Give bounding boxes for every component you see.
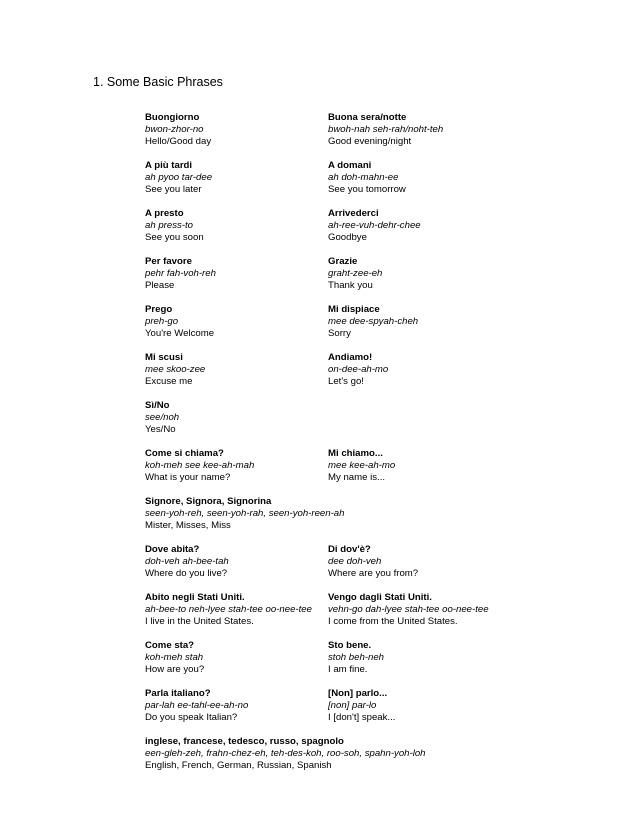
phrase-row <box>145 544 545 580</box>
phrase-row <box>145 400 545 436</box>
phrase-row <box>145 640 545 676</box>
phrase-row <box>145 304 545 340</box>
phrase-list <box>145 112 545 784</box>
italian-phrase: Andiamo! <box>328 352 373 363</box>
english-meaning: See you soon <box>145 232 204 243</box>
phrase-entry <box>145 400 328 436</box>
english-meaning: Do you speak Italian? <box>145 712 238 723</box>
pronunciation: mee skoo-zee <box>145 364 206 375</box>
pronunciation: bwon-zhor-no <box>145 124 204 135</box>
phrase-entry <box>328 208 511 244</box>
pronunciation: ah-bee-to neh-lyee stah-tee oo-nee-tee <box>145 604 312 615</box>
italian-phrase: Buona sera/notte <box>328 112 407 123</box>
phrase-entry <box>145 352 328 388</box>
phrase-entry <box>328 256 511 292</box>
phrase-row <box>145 688 545 724</box>
italian-phrase: Grazie <box>328 256 358 267</box>
english-meaning: English, French, German, Russian, Spanish <box>145 760 332 771</box>
italian-phrase: Come si chiama? <box>145 448 224 459</box>
phrase-entry <box>328 160 511 196</box>
pronunciation: pehr fah-voh-reh <box>145 268 216 279</box>
italian-phrase: A più tardi <box>145 160 193 171</box>
phrase-entry <box>328 112 511 148</box>
pronunciation: graht-zee-eh <box>328 268 383 279</box>
phrase-entry <box>145 736 545 772</box>
italian-phrase: Dove abita? <box>145 544 200 555</box>
phrase-entry <box>145 688 328 724</box>
italian-phrase: Arrivederci <box>328 208 379 219</box>
english-meaning: See you tomorrow <box>328 184 406 195</box>
phrase-entry <box>145 304 328 340</box>
english-meaning: Please <box>145 280 175 291</box>
phrase-entry <box>145 496 545 532</box>
english-meaning: Goodbye <box>328 232 367 243</box>
phrase-entry <box>328 304 511 340</box>
section-heading: 1. Some Basic Phrases <box>93 75 223 89</box>
italian-phrase: A domani <box>328 160 372 171</box>
english-meaning: Thank you <box>328 280 373 291</box>
pronunciation: doh-veh ah-bee-tah <box>145 556 229 567</box>
phrase-entry <box>145 544 328 580</box>
english-meaning: Mister, Misses, Miss <box>145 520 231 531</box>
phrase-entry <box>145 640 328 676</box>
pronunciation: ah pyoo tar-dee <box>145 172 213 183</box>
italian-phrase: Buongiorno <box>145 112 200 123</box>
phrase-entry <box>145 448 328 484</box>
phrase-entry <box>328 544 511 580</box>
english-meaning: My name is... <box>328 472 386 483</box>
phrase-row <box>145 496 545 532</box>
italian-phrase: Signore, Signora, Signorina <box>145 496 272 507</box>
italian-phrase: Mi scusi <box>145 352 183 363</box>
english-meaning: Let's go! <box>328 376 364 387</box>
english-meaning: You're Welcome <box>145 328 215 339</box>
phrase-entry <box>328 592 511 628</box>
phrase-entry <box>145 592 328 628</box>
english-meaning: Hello/Good day <box>145 136 212 147</box>
english-meaning: Sorry <box>328 328 351 339</box>
english-meaning: I am fine. <box>328 664 368 675</box>
italian-phrase: Per favore <box>145 256 192 267</box>
english-meaning: Excuse me <box>145 376 193 387</box>
phrase-row <box>145 208 545 244</box>
phrase-row <box>145 160 545 196</box>
phrase-row <box>145 256 545 292</box>
english-meaning: Where do you live? <box>145 568 228 579</box>
english-meaning: I come from the United States. <box>328 616 458 627</box>
pronunciation: seen-yoh-reh, seen-yoh-rah, seen-yoh-reen-ah <box>145 508 345 519</box>
italian-phrase: Di dov'è? <box>328 544 371 555</box>
pronunciation: [non] par-lo <box>328 700 377 711</box>
english-meaning: I live in the United States. <box>145 616 254 627</box>
pronunciation: mee kee-ah-mo <box>328 460 396 471</box>
english-meaning: How are you? <box>145 664 205 675</box>
italian-phrase: [Non] parlo... <box>328 688 388 699</box>
phrase-entry <box>145 112 328 148</box>
pronunciation: stoh beh-neh <box>328 652 385 663</box>
phrase-entry <box>328 688 511 724</box>
phrase-row <box>145 112 545 148</box>
phrase-row <box>145 352 545 388</box>
pronunciation: koh-meh stah <box>145 652 204 663</box>
pronunciation: on-dee-ah-mo <box>328 364 389 375</box>
phrase-entry <box>145 208 328 244</box>
italian-phrase: Vengo dagli Stati Uniti. <box>328 592 432 603</box>
italian-phrase: Sì/No <box>145 400 170 411</box>
pronunciation: ah doh-mahn-ee <box>328 172 399 183</box>
phrase-row <box>145 736 545 772</box>
pronunciation: vehn-go dah-lyee stah-tee oo-nee-tee <box>328 604 489 615</box>
phrase-entry <box>328 640 511 676</box>
pronunciation: bwoh-nah seh-rah/noht-teh <box>328 124 444 135</box>
italian-phrase: Sto bene. <box>328 640 372 651</box>
pronunciation: dee doh-veh <box>328 556 382 567</box>
english-meaning: See you later <box>145 184 202 195</box>
italian-phrase: Mi dispiace <box>328 304 380 315</box>
pronunciation: een-gleh-zeh, frahn-chez-eh, teh-des-koh, roo-soh, spahn-yoh-loh <box>145 748 426 759</box>
phrase-row <box>145 448 545 484</box>
italian-phrase: A presto <box>145 208 184 219</box>
pronunciation: koh-meh see kee-ah-mah <box>145 460 255 471</box>
phrase-entry <box>328 448 511 484</box>
italian-phrase: Parla italiano? <box>145 688 211 699</box>
english-meaning: What is your name? <box>145 472 231 483</box>
pronunciation: par-lah ee-tahl-ee-ah-no <box>145 700 249 711</box>
pronunciation: ah press-to <box>145 220 193 231</box>
pronunciation: ah-ree-vuh-dehr-chee <box>328 220 421 231</box>
pronunciation: preh-go <box>145 316 179 327</box>
pronunciation: mee dee-spyah-cheh <box>328 316 419 327</box>
italian-phrase: inglese, francese, tedesco, russo, spagnolo <box>145 736 344 747</box>
phrase-row <box>145 592 545 628</box>
italian-phrase: Abito negli Stati Uniti. <box>145 592 245 603</box>
italian-phrase: Prego <box>145 304 173 315</box>
italian-phrase: Mi chiamo... <box>328 448 383 459</box>
english-meaning: Yes/No <box>145 424 176 435</box>
english-meaning: Where are you from? <box>328 568 419 579</box>
italian-phrase: Come sta? <box>145 640 195 651</box>
phrase-entry <box>145 256 328 292</box>
phrase-entry <box>145 160 328 196</box>
english-meaning: I [don't] speak... <box>328 712 396 723</box>
pronunciation: see/noh <box>145 412 180 423</box>
phrase-entry <box>328 352 511 388</box>
english-meaning: Good evening/night <box>328 136 412 147</box>
